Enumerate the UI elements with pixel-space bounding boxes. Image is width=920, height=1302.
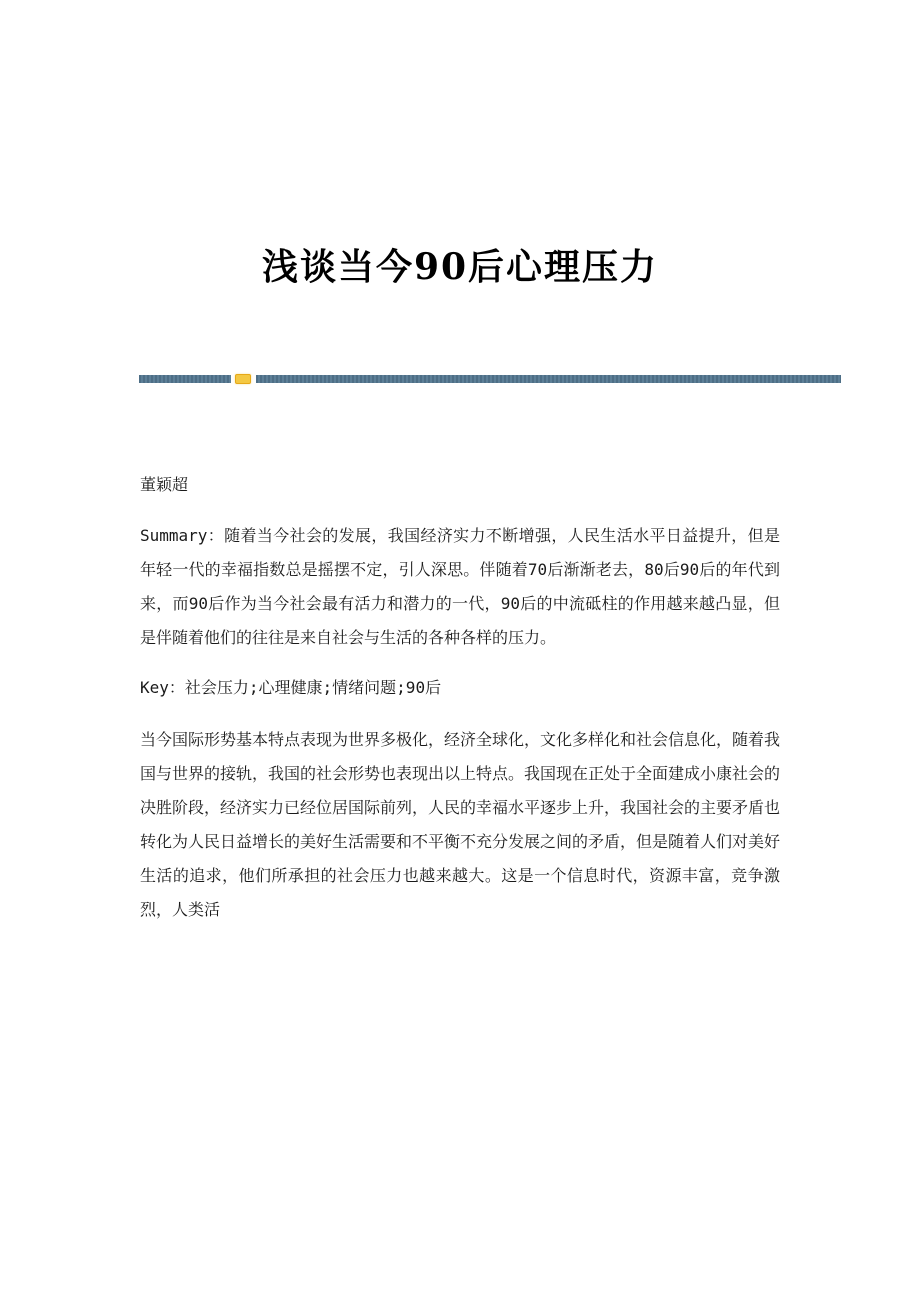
summary-text: 随着当今社会的发展，我国经济实力不断增强，人民生活水平日益提升，但是年轻一代的幸福指数总是摇摆不定，引人深思。伴随着70后渐渐老去，80后90后的年代到来，而90后作为当今社会最有活力和潜力的一代，90后的中流砥柱的作用越来越凸显，但是伴随着他们的往往是来自社会与生活的各种各样的压力。 (140, 526, 780, 647)
document-title: 浅谈当今90后心理压力 (261, 246, 659, 289)
summary-label: Summary： (140, 526, 225, 545)
divider-bar-left (139, 375, 231, 383)
keywords-paragraph (140, 671, 780, 705)
keywords-text: 社会压力;心理健康;情绪问题;90后 (184, 678, 442, 697)
divider-bar-right (256, 375, 841, 383)
body-paragraph: 当今国际形势基本特点表现为世界多极化，经济全球化，文化多样化和社会信息化，随着我国与世界的接轨，我国的社会形势也表现出以上特点。我国现在正处于全面建成小康社会的决胜阶段，经济实力已经位居国际前列，人民的幸福水平逐步上升，我国社会的主要矛盾也转化为人民日益增长的美好生活需要和不平衡不充分发展之间的矛盾，但是随着人们对美好生活的追求，他们所承担的社会压力也越来越大。这是一个信息时代，资源丰富，竞争激烈，人类活 (140, 730, 781, 919)
document-body (140, 468, 780, 927)
summary-paragraph (140, 519, 780, 655)
title-divider (139, 374, 841, 384)
keywords-label: Key： (140, 678, 185, 697)
divider-ornament-icon (235, 374, 251, 384)
author-name: 董颖超 (140, 475, 189, 494)
